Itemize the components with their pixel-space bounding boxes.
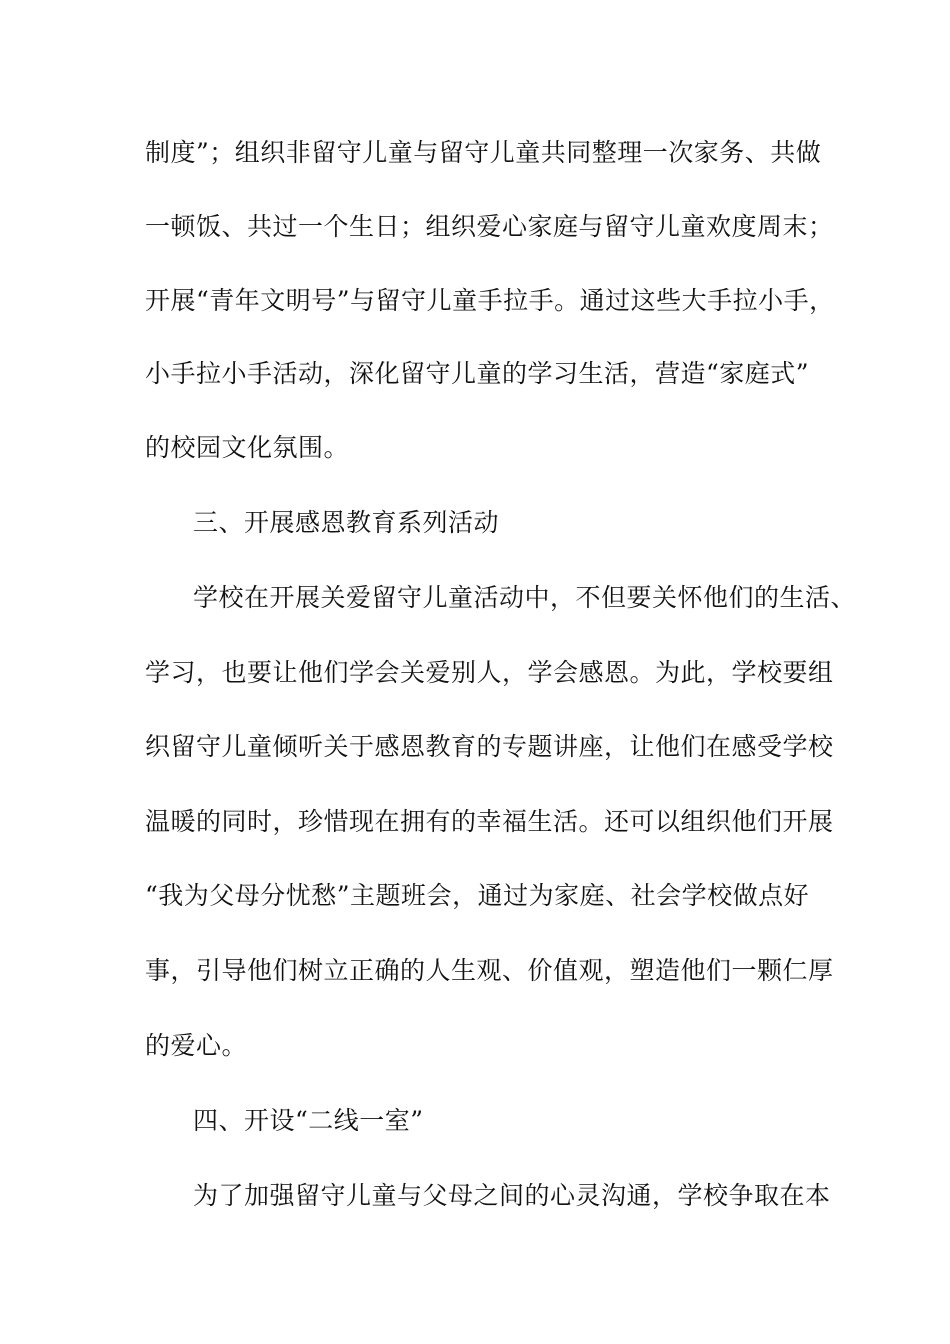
paragraph-line: 小手拉小手活动，深化留守儿童的学习生活，营造“家庭式” xyxy=(145,359,810,388)
paragraph-line: 制度”；组织非留守儿童与留守儿童共同整理一次家务、共做 xyxy=(145,138,822,167)
paragraph-line: 为了加强留守儿童与父母之间的心灵沟通，学校争取在本 xyxy=(193,1181,831,1210)
paragraph-line: 温暖的同时，珍惜现在拥有的幸福生活。还可以组织他们开展 xyxy=(145,807,834,836)
paragraph-line: 学习，也要让他们学会关爱别人，学会感恩。为此，学校要组 xyxy=(145,658,834,687)
paragraph-line: 学校在开展关爱留守儿童活动中，不但要关怀他们的生活、 xyxy=(193,583,857,612)
paragraph-line: 织留守儿童倾听关于感恩教育的专题讲座，让他们在感受学校 xyxy=(145,732,834,761)
paragraph-line: 开展“青年文明号”与留守儿童手拉手。通过这些大手拉小手， xyxy=(145,286,835,315)
section-heading: 四、开设“二线一室” xyxy=(193,1106,424,1135)
paragraph-line: 的爱心。 xyxy=(145,1031,248,1060)
paragraph-line: “我为父母分忧愁”主题班会，通过为家庭、社会学校做点好 xyxy=(145,881,810,910)
paragraph-line: 事，引导他们树立正确的人生观、价值观，塑造他们一颗仁厚 xyxy=(145,956,834,985)
paragraph-line: 的校园文化氛围。 xyxy=(145,433,350,462)
section-heading: 三、开展感恩教育系列活动 xyxy=(193,508,500,537)
paragraph-line: 一顿饭、共过一个生日；组织爱心家庭与留守儿童欢度周末； xyxy=(145,212,834,241)
